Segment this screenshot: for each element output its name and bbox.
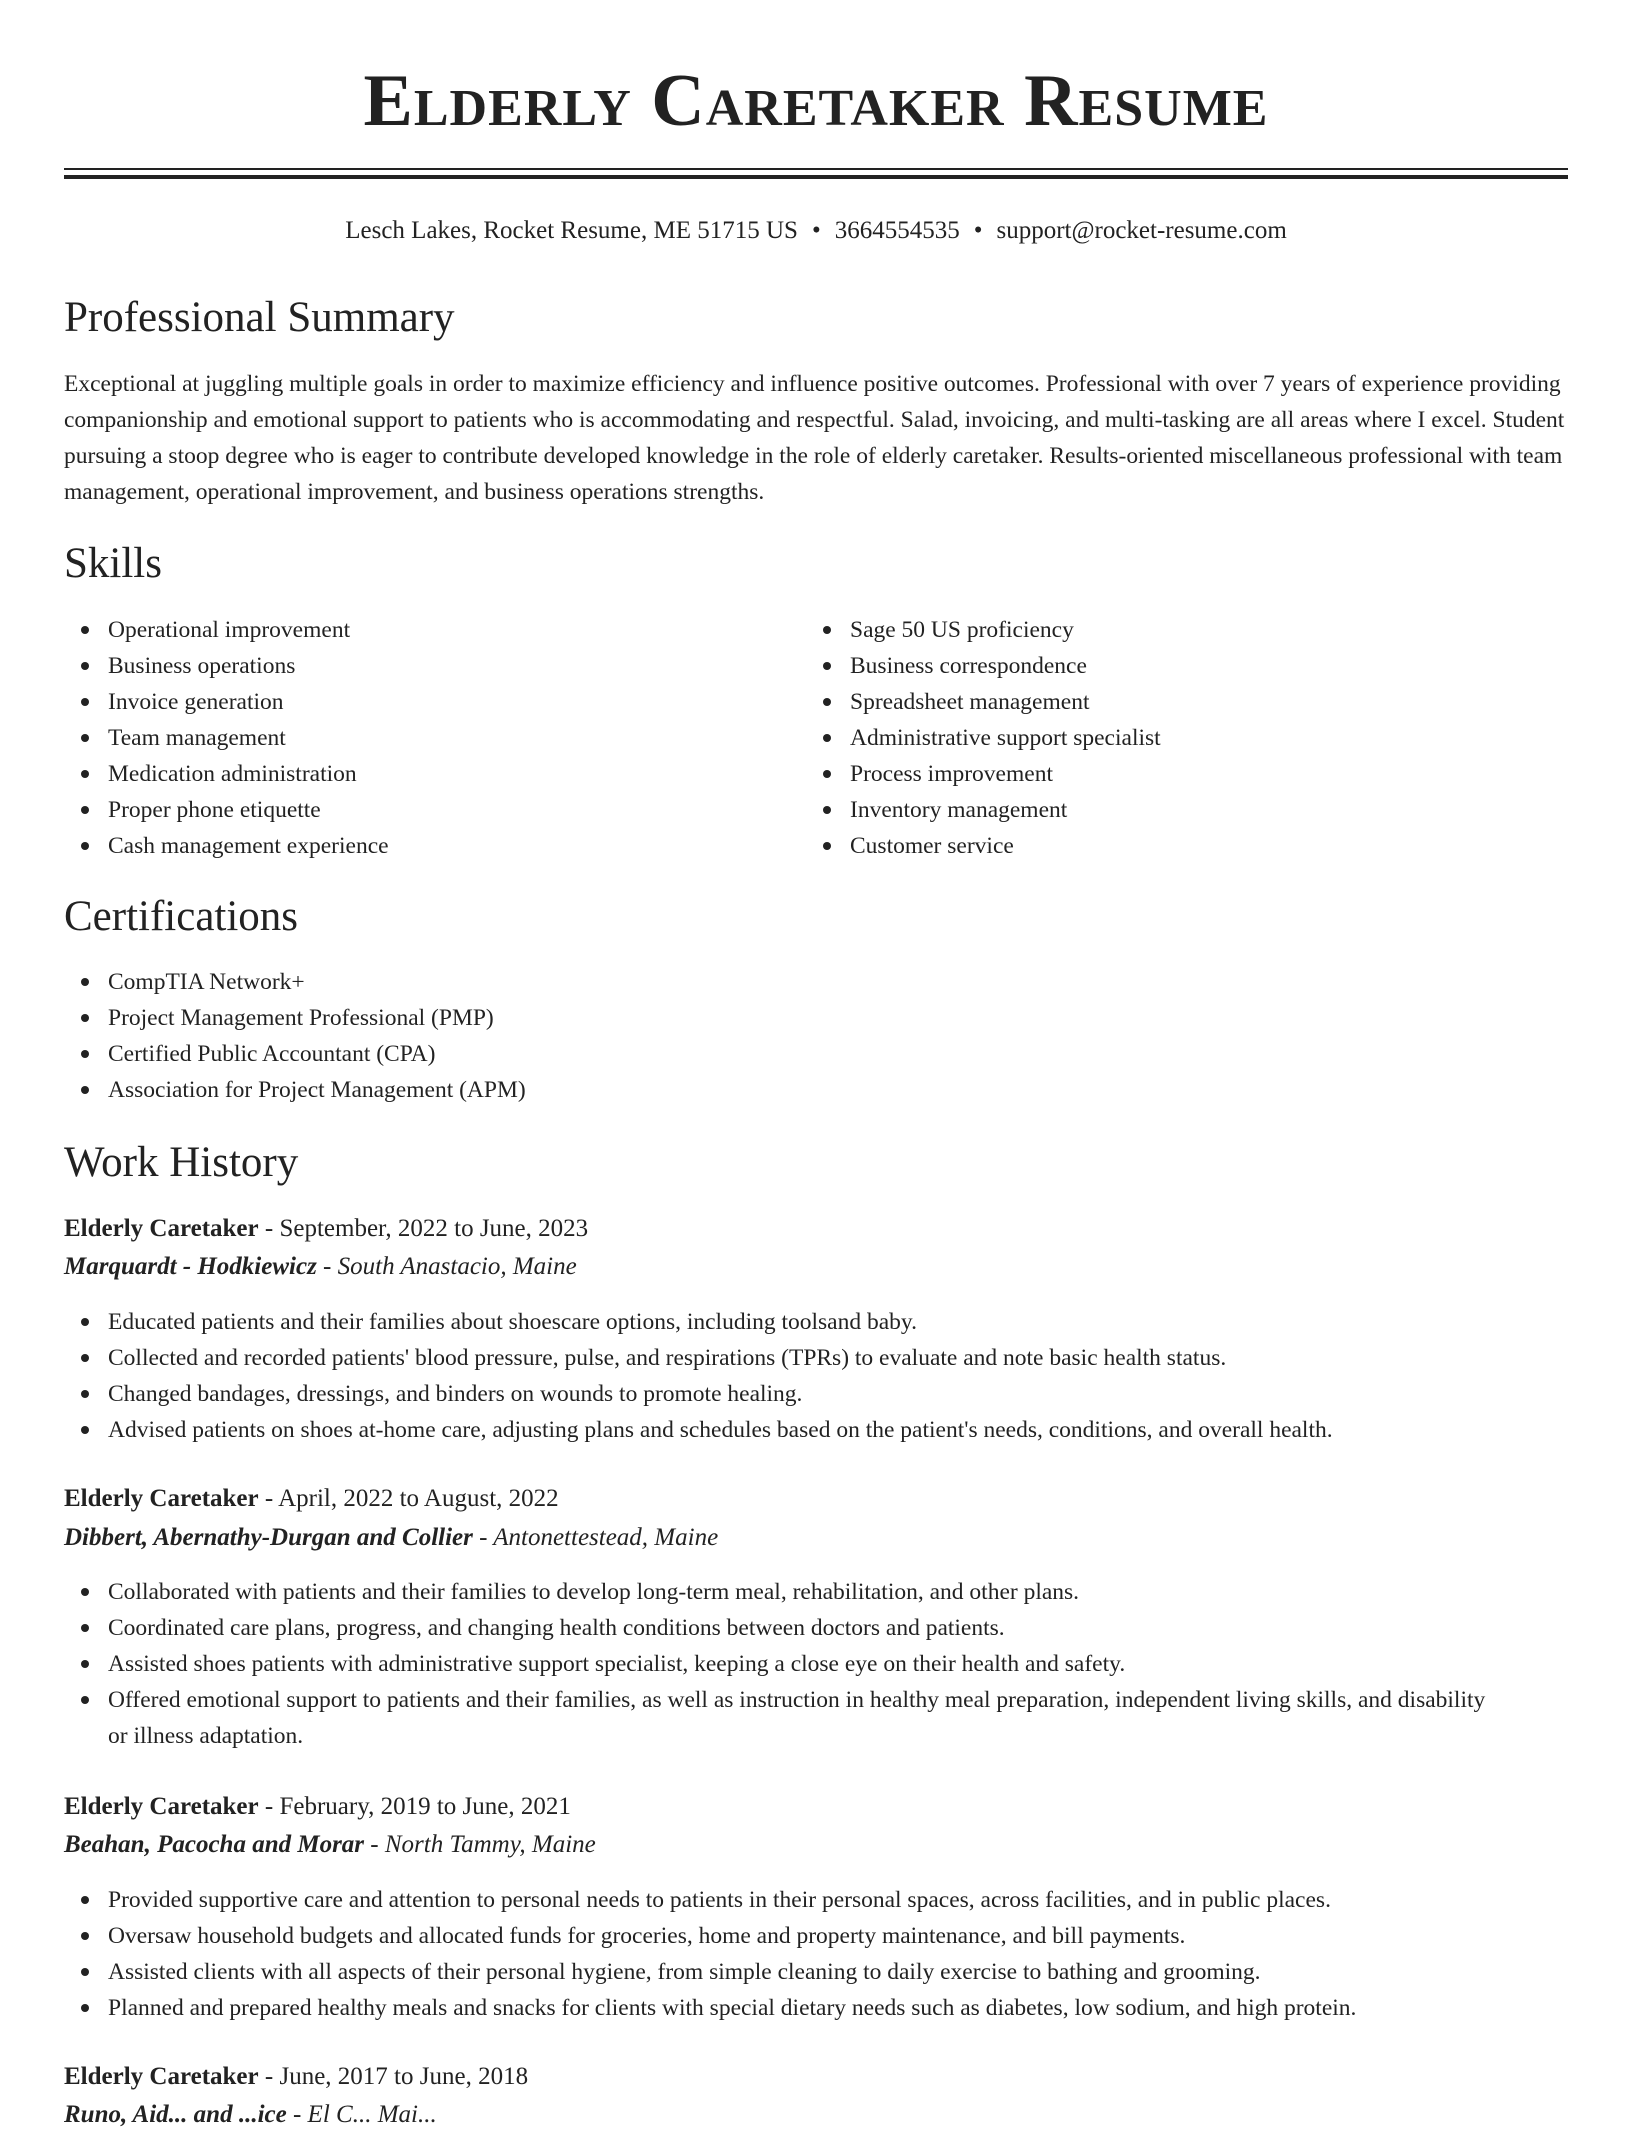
- job-dates: September, 2022 to June, 2023: [279, 1215, 589, 1242]
- job-title-line: Elderly Caretaker - September, 2022 to June, 2023: [64, 1215, 589, 1242]
- certification-item: Certified Public Accountant (CPA): [64, 1036, 1568, 1072]
- job-company-line: Beahan, Pacocha and Morar - North Tammy, Maine: [64, 1831, 596, 1858]
- skills-heading: Skills: [64, 540, 162, 587]
- skills-list-right: [806, 612, 1566, 864]
- job-company: Dibbert, Abernathy-Durgan and Collier: [64, 1524, 473, 1551]
- title-divider-thin: [64, 168, 1568, 170]
- certifications-list: [64, 964, 1568, 1108]
- job-bullet: Collaborated with patients and their families to develop long-term meal, rehabilitation, and other plans.: [64, 1574, 1504, 1610]
- job-location: South Anastacio, Maine: [337, 1253, 577, 1280]
- job-role: Elderly Caretaker: [64, 2063, 259, 2090]
- skill-item: Business operations: [64, 648, 784, 684]
- skills-list-left: [64, 612, 784, 864]
- skill-item: Proper phone etiquette: [64, 792, 784, 828]
- resume-title: Elderly Caretaker Resume: [363, 60, 1269, 142]
- contact-email: support@rocket-resume.com: [996, 217, 1287, 244]
- job-company-line: Runo, Aid... and ...ice - El C... Mai...: [64, 2101, 437, 2128]
- certification-item: Project Management Professional (PMP): [64, 1000, 1568, 1036]
- job-dates: April, 2022 to August, 2022: [278, 1485, 559, 1512]
- job-company: Marquardt - Hodkiewicz: [64, 1253, 317, 1280]
- certification-item: CompTIA Network+: [64, 964, 1568, 1000]
- job-company-line: Marquardt - Hodkiewicz - South Anastacio, Maine: [64, 1253, 577, 1280]
- certifications-heading: Certifications: [64, 893, 299, 940]
- job-bullet: Assisted shoes patients with administrative support specialist, keeping a close eye on their health and safety.: [64, 1646, 1504, 1682]
- job-bullet: Offered emotional support to patients and their families, as well as instruction in healthy meal preparation, independent living skills, and disability or illness adaptation.: [64, 1682, 1504, 1754]
- skill-item: Cash management experience: [64, 828, 784, 864]
- contact-separator: •: [973, 217, 983, 244]
- job-company-line: Dibbert, Abernathy-Durgan and Collier - Antonettestead, Maine: [64, 1524, 719, 1551]
- job-dates: February, 2019 to June, 2021: [279, 1793, 571, 1820]
- job-bullet: Collected and recorded patients' blood pressure, pulse, and respirations (TPRs) to evaluate and note basic health status.: [64, 1340, 1568, 1376]
- job-title-line: Elderly Caretaker - June, 2017 to June, 2018: [64, 2063, 529, 2090]
- job-title-line: Elderly Caretaker - February, 2019 to June, 2021: [64, 1793, 571, 1820]
- skill-item: Medication administration: [64, 756, 784, 792]
- job-company: Runo, Aid... and ...ice: [64, 2101, 287, 2128]
- contact-separator: •: [811, 217, 821, 244]
- skill-item: Administrative support specialist: [806, 720, 1566, 756]
- job-bullet: Assisted clients with all aspects of their personal hygiene, from simple cleaning to daily exercise to bathing and grooming.: [64, 1954, 1568, 1990]
- summary-text: Exceptional at juggling multiple goals in order to maximize efficiency and influence positive outcomes. Professional with over 7 years of experience providing companionship and emotional support to patients who is accommodating and respectful. Salad, invoicing, and multi-tasking are all areas where I excel. Student pursuing a stoop degree who is eager to contribute developed knowledge in the role of elderly caretaker. Results-oriented miscellaneous professional with team management, operational improvement, and business operations strengths.: [64, 371, 1565, 505]
- job-company: Beahan, Pacocha and Morar: [64, 1831, 365, 1858]
- job-bullets: [64, 1304, 1568, 1448]
- job-role: Elderly Caretaker: [64, 1215, 259, 1242]
- contact-address: Lesch Lakes, Rocket Resume, ME 51715 US: [345, 217, 798, 244]
- job-role: Elderly Caretaker: [64, 1485, 259, 1512]
- skill-item: Customer service: [806, 828, 1566, 864]
- job-bullets: [64, 1574, 1504, 1754]
- job-dates: June, 2017 to June, 2018: [279, 2063, 529, 2090]
- job-bullet: Oversaw household budgets and allocated funds for groceries, home and property maintenance, and bill payments.: [64, 1918, 1568, 1954]
- skill-item: Operational improvement: [64, 612, 784, 648]
- job-bullet: Provided supportive care and attention to personal needs to patients in their personal spaces, across facilities, and in public places.: [64, 1882, 1568, 1918]
- skill-item: Business correspondence: [806, 648, 1566, 684]
- skill-item: Team management: [64, 720, 784, 756]
- job-bullet: Advised patients on shoes at-home care, adjusting plans and schedules based on the patient's needs, conditions, and overall health.: [64, 1412, 1568, 1448]
- title-divider-thick: [64, 175, 1568, 179]
- job-title-line: Elderly Caretaker - April, 2022 to August, 2022: [64, 1485, 559, 1512]
- job-bullet: Planned and prepared healthy meals and snacks for clients with special dietary needs such as diabetes, low sodium, and high protein.: [64, 1990, 1568, 2026]
- job-location: El C... Mai...: [307, 2101, 437, 2128]
- job-location: Antonettestead, Maine: [493, 1524, 719, 1551]
- skill-item: Invoice generation: [64, 684, 784, 720]
- summary-heading: Professional Summary: [64, 294, 455, 341]
- skill-item: Inventory management: [806, 792, 1566, 828]
- certification-item: Association for Project Management (APM): [64, 1072, 1568, 1108]
- contact-phone: 3664554535: [834, 217, 960, 244]
- job-bullet: Educated patients and their families about shoescare options, including toolsand baby.: [64, 1304, 1568, 1340]
- job-role: Elderly Caretaker: [64, 1793, 259, 1820]
- skill-item: Process improvement: [806, 756, 1566, 792]
- job-bullets: [64, 1882, 1568, 2026]
- work-history-heading: Work History: [64, 1139, 299, 1186]
- skill-item: Sage 50 US proficiency: [806, 612, 1566, 648]
- contact-line: [0, 214, 1632, 248]
- job-bullet: Changed bandages, dressings, and binders on wounds to promote healing.: [64, 1376, 1568, 1412]
- job-bullet: Coordinated care plans, progress, and changing health conditions between doctors and patients.: [64, 1610, 1504, 1646]
- skill-item: Spreadsheet management: [806, 684, 1566, 720]
- job-location: North Tammy, Maine: [384, 1831, 596, 1858]
